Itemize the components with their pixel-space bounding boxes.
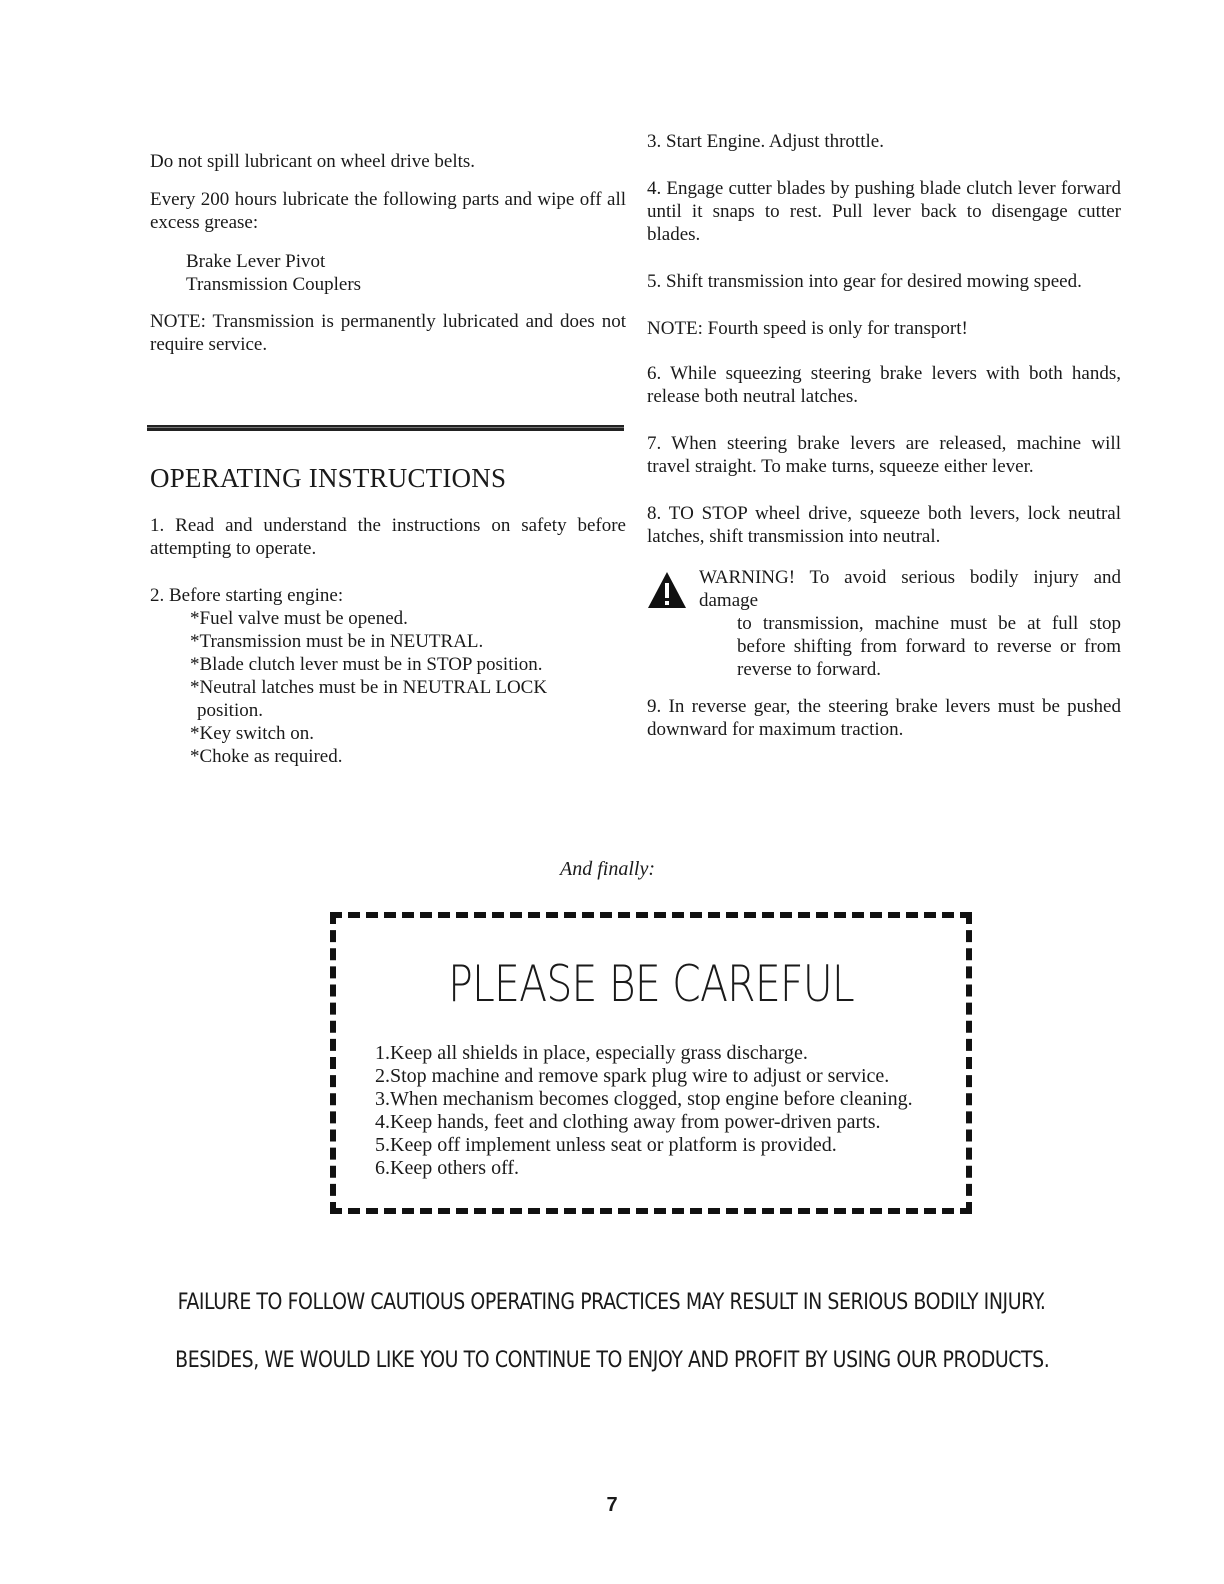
step-2-title: 2. Before starting engine: xyxy=(150,585,344,606)
section-divider xyxy=(147,425,624,431)
speed-note: NOTE: Fourth speed is only for transport! xyxy=(647,318,968,339)
step-1: 1. Read and understand the instructions on safety before attempting to operate. xyxy=(150,515,626,559)
careful-item: 3.When mechanism becomes clogged, stop engine before cleaning. xyxy=(375,1088,913,1110)
warning-triangle-icon xyxy=(647,570,687,610)
step-2-item: *Transmission must be in NEUTRAL. xyxy=(190,631,484,652)
step-9: 9. In reverse gear, the steering brake levers must be pushed downward for maximum traction. xyxy=(647,696,1121,740)
careful-item: 6.Keep others off. xyxy=(375,1157,520,1179)
step-8: 8. TO STOP wheel drive, squeeze both levers, lock neutral latches, shift transmission into neutral. xyxy=(647,503,1121,547)
careful-title: PLEASE BE CAREFUL xyxy=(448,955,854,1013)
careful-item: 4.Keep hands, feet and clothing away from power-driven parts. xyxy=(375,1111,881,1133)
transmission-note: NOTE: Transmission is permanently lubricated and does not require service. xyxy=(150,311,626,355)
step-3: 3. Start Engine. Adjust throttle. xyxy=(647,131,884,152)
part-item: Transmission Couplers xyxy=(186,274,362,295)
page-number: 7 xyxy=(606,1494,618,1516)
section-heading: OPERATING INSTRUCTIONS xyxy=(150,463,507,493)
step-2-item: *Fuel valve must be opened. xyxy=(190,608,408,629)
footer-warning-2-text: BESIDES, WE WOULD LIKE YOU TO CONTINUE TO ENJOY AND PROFIT BY USING OUR PRODUCTS. xyxy=(174,1348,1050,1373)
part-item: Brake Lever Pivot xyxy=(186,251,326,272)
footer-warning-2 xyxy=(0,1348,1224,1373)
lube-warning: Do not spill lubricant on wheel drive belts. xyxy=(150,151,476,172)
step-6: 6. While squeezing steering brake levers with both hands, release both neutral latches. xyxy=(647,363,1121,407)
step-7: 7. When steering brake levers are released, machine will travel straight. To make turns, squeeze either lever. xyxy=(647,433,1121,477)
left-instructions xyxy=(150,514,626,768)
careful-item: 5.Keep off implement unless seat or platform is provided. xyxy=(375,1134,837,1156)
left-column xyxy=(150,150,626,356)
step-2-item: *Blade clutch lever must be in STOP position. xyxy=(190,654,543,675)
footer-warning-1 xyxy=(0,1290,1224,1315)
step-5: 5. Shift transmission into gear for desired mowing speed. xyxy=(647,271,1082,292)
careful-item: 2.Stop machine and remove spark plug wire to adjust or service. xyxy=(375,1065,890,1087)
right-column xyxy=(647,130,1121,741)
step-2-item: *Key switch on. xyxy=(190,723,315,744)
warning-block xyxy=(647,566,1121,681)
warning-text-continued: to transmission, machine must be at full stop before shifting from forward to reverse or from reverse to forward. xyxy=(737,613,1121,680)
step-2-item: position. xyxy=(197,700,263,721)
step-2-item: *Choke as required. xyxy=(190,746,343,767)
and-finally-caption: And finally: xyxy=(560,858,655,880)
careful-item: 1.Keep all shields in place, especially grass discharge. xyxy=(375,1042,808,1064)
step-2-item: *Neutral latches must be in NEUTRAL LOCK xyxy=(190,677,548,698)
please-be-careful-box xyxy=(330,912,972,1214)
lube-interval: Every 200 hours lubricate the following parts and wipe off all excess grease: xyxy=(150,189,626,233)
careful-list xyxy=(375,1042,913,1180)
warning-text: WARNING! To avoid serious bodily injury and damage xyxy=(699,567,1121,611)
footer-warning-1-text: FAILURE TO FOLLOW CAUTIOUS OPERATING PRACTICES MAY RESULT IN SERIOUS BODILY INJURY. xyxy=(178,1290,1046,1315)
step-4: 4. Engage cutter blades by pushing blade clutch lever forward until it snaps to rest. Pull lever back to disengage cutter blades. xyxy=(647,178,1121,245)
